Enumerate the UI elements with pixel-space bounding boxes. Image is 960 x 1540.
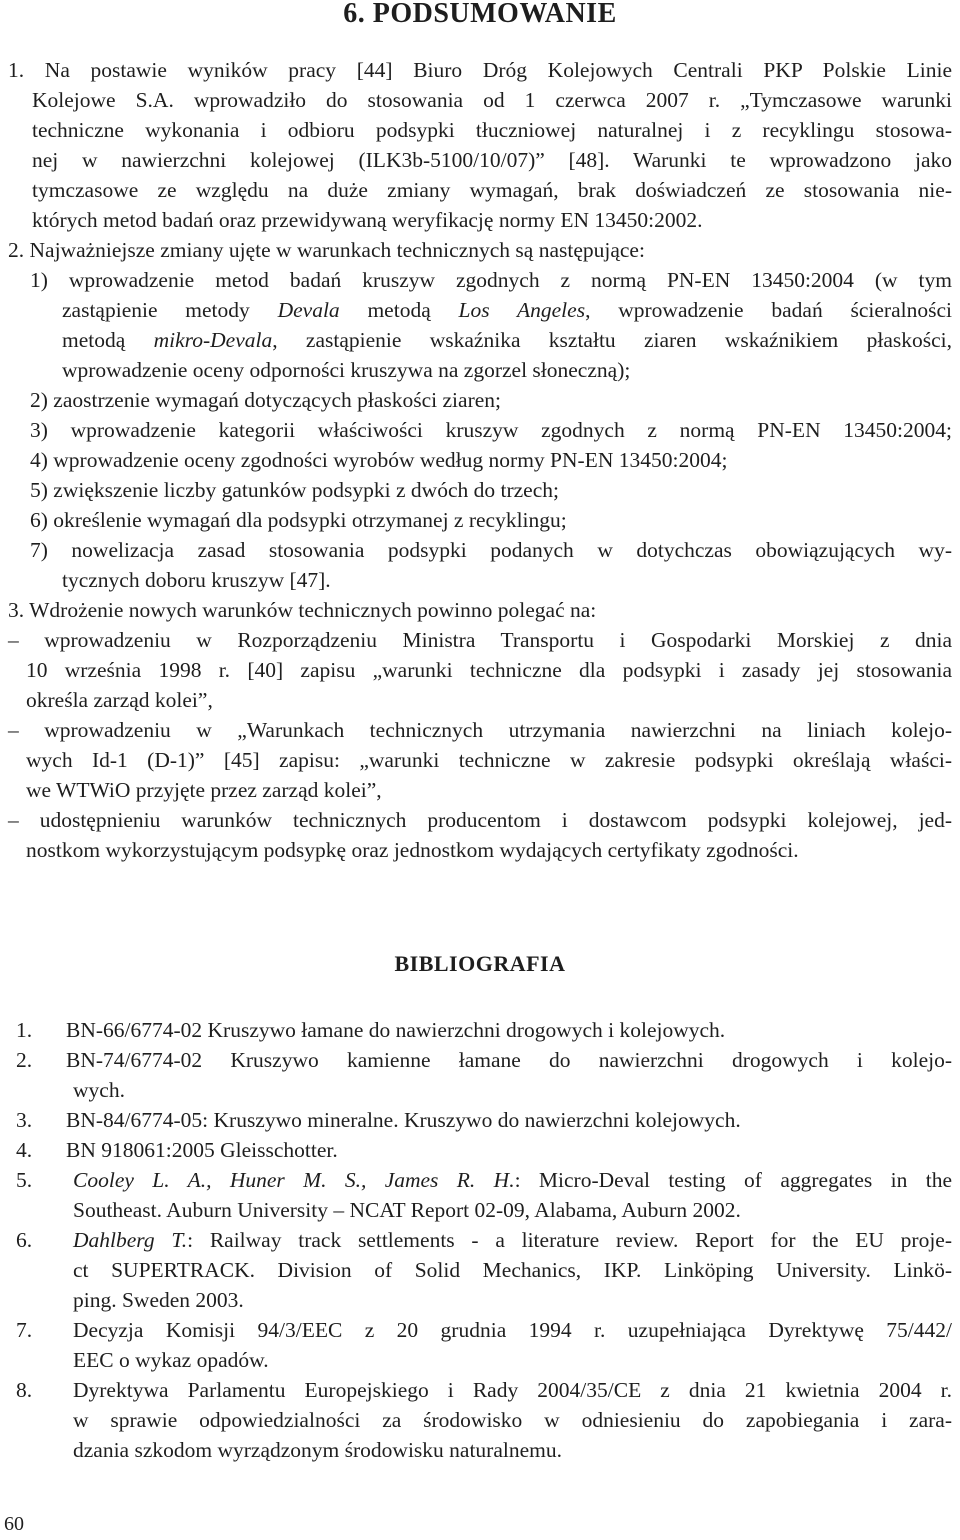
- bib-number: 8.: [16, 1378, 33, 1402]
- text-run: 10 września 1998 r. [40] zapisu „warunki techniczne dla podsypki i zasady jej stosowania: [26, 658, 952, 682]
- text-run: tycznych doboru kruszyw [47].: [62, 568, 331, 592]
- bib-entry-line: [73, 1375, 952, 1405]
- summary-line: [62, 325, 952, 355]
- italic-run: Devala: [277, 298, 340, 322]
- text-run: wych.: [73, 1078, 125, 1102]
- bib-number: 2.: [16, 1048, 33, 1072]
- text-run: ct SUPERTRACK. Division of Solid Mechanics, IKP. Linköping University. Linkö-: [73, 1258, 952, 1282]
- summary-line: [30, 505, 567, 535]
- bib-number: 4.: [16, 1138, 33, 1162]
- text-run: Decyzja Komisji 94/3/EEC z 20 grudnia 1994 r. uzupełniająca Dyrektywę 75/442/: [73, 1318, 952, 1342]
- text-run: 5) zwiększenie liczby gatunków podsypki z dwóch do trzech;: [30, 478, 559, 502]
- text-run: nej w nawierzchni kolejowej (ILK3b-5100/10/07)” [48]. Warunki te wprowadzono jako: [32, 148, 952, 172]
- text-run: – wprowadzeniu w „Warunkach technicznych utrzymania nawierzchni na liniach kolejo-: [8, 718, 952, 742]
- text-run: Kolejowe S.A. wprowadziło do stosowania od 1 czerwca 2007 r. „Tymczasowe warunki: [32, 88, 952, 112]
- summary-line: [30, 265, 952, 295]
- text-run: określa zarząd kolei”,: [26, 688, 213, 712]
- text-run: 2. Najważniejsze zmiany ujęte w warunkach technicznych są następujące:: [8, 238, 645, 262]
- summary-line: [26, 745, 952, 775]
- text-run: 2) zaostrzenie wymagań dotyczących płaskości ziaren;: [30, 388, 501, 412]
- text-run: 3) wprowadzenie kategorii właściwości kruszyw zgodnych z normą PN-EN 13450:2004;: [30, 418, 952, 442]
- summary-line: [26, 775, 382, 805]
- text-run: Dyrektywa Parlamentu Europejskiego i Rady 2004/35/CE z dnia 21 kwietnia 2004 r.: [73, 1378, 952, 1402]
- text-run: 4) wprowadzenie oceny zgodności wyrobów według normy PN-EN 13450:2004;: [30, 448, 728, 472]
- bib-entry-line: [73, 1405, 952, 1435]
- summary-line: [32, 115, 952, 145]
- summary-line: [8, 715, 952, 745]
- summary-line: [32, 175, 952, 205]
- text-run: 1) wprowadzenie metod badań kruszyw zgodnych z normą PN-EN 13450:2004 (w tym: [30, 268, 952, 292]
- italic-run: Dahlberg T.: [73, 1228, 188, 1252]
- bib-entry-line: [66, 1105, 741, 1135]
- text-run: dzania szkodom wyrządzonym środowisku naturalnemu.: [73, 1438, 562, 1462]
- bib-entry-line: [73, 1255, 952, 1285]
- bib-entry-line: [73, 1075, 125, 1105]
- summary-line: [30, 535, 952, 565]
- text-run: 3. Wdrożenie nowych warunków technicznych powinno polegać na:: [8, 598, 597, 622]
- summary-line: [8, 595, 596, 625]
- summary-line: [62, 355, 630, 385]
- summary-line: [32, 205, 702, 235]
- text-run: metodą: [339, 298, 459, 322]
- bib-entry-line: [73, 1285, 244, 1315]
- summary-line: [30, 475, 559, 505]
- bib-entry-line: [73, 1165, 952, 1195]
- italic-run: Cooley L. A., Huner M. S., James R. H.: [73, 1168, 515, 1192]
- text-run: wych Id-1 (D-1)” [45] zapisu: „warunki techniczne w zakresie podsypki określają właści-: [26, 748, 952, 772]
- text-run: – wprowadzeniu w Rozporządzeniu Ministra Transportu i Gospodarki Morskiej z dnia: [8, 628, 952, 652]
- bibliography-heading: BIBLIOGRAFIA: [394, 951, 566, 976]
- bib-number: 5.: [16, 1168, 33, 1192]
- bib-entry-line: [73, 1435, 562, 1465]
- summary-line: [8, 805, 952, 835]
- text-run: : Micro-Deval testing of aggregates in the: [514, 1168, 952, 1192]
- text-run: BN-66/6774-02 Kruszywo łamane do nawierzchni drogowych i kolejowych.: [66, 1018, 726, 1042]
- bib-number: 6.: [16, 1228, 33, 1252]
- text-run: metodą: [62, 328, 154, 352]
- bib-entry-line: [73, 1315, 952, 1345]
- text-run: techniczne wykonania i odbioru podsypki tłuczniowej naturalnej i z recyklingu stosowa-: [32, 118, 952, 142]
- text-run: : Railway track settlements - a literature review. Report for the EU proje-: [187, 1228, 953, 1252]
- text-run: – udostępnieniu warunków technicznych producentom i dostawcom podsypki kolejowej, jed-: [8, 808, 952, 832]
- summary-line: [62, 295, 952, 325]
- bib-number: 1.: [16, 1018, 33, 1042]
- text-run: zastąpienie metody: [62, 298, 278, 322]
- text-run: 7) nowelizacja zasad stosowania podsypki podanych w dotychczas obowiązujących wy-: [30, 538, 952, 562]
- text-run: we WTWiO przyjęte przez zarząd kolei”,: [26, 778, 382, 802]
- text-run: nostkom wykorzystującym podsypkę oraz jednostkom wydających certyfikaty zgodności.: [26, 838, 799, 862]
- page-number: 60: [4, 1513, 24, 1535]
- text-run: których metod badań oraz przewidywaną weryfikację normy EN 13450:2002.: [32, 208, 703, 232]
- bib-entry-line: [66, 1015, 725, 1045]
- bib-entry-line: [73, 1195, 741, 1225]
- text-run: 6) określenie wymagań dla podsypki otrzymanej z recyklingu;: [30, 508, 567, 532]
- bib-entry-line: [66, 1135, 338, 1165]
- summary-line: [62, 565, 331, 595]
- summary-line: [26, 685, 213, 715]
- summary-line: [26, 655, 952, 685]
- summary-line: [30, 385, 501, 415]
- bib-number: 3.: [16, 1108, 33, 1132]
- text-run: wprowadzenie oceny odporności kruszywa na zgorzel słoneczną);: [62, 358, 631, 382]
- summary-line: [30, 445, 727, 475]
- text-run: BN-84/6774-05: Kruszywo mineralne. Kruszywo do nawierzchni kolejowych.: [66, 1108, 741, 1132]
- text-run: 1. Na postawie wyników pracy [44] Biuro Dróg Kolejowych Centrali PKP Polskie Linie: [8, 58, 952, 82]
- bib-entry-line: [73, 1225, 952, 1255]
- text-run: Southeast. Auburn University – NCAT Report 02-09, Alabama, Auburn 2002.: [73, 1198, 741, 1222]
- text-run: w sprawie odpowiedzialności za środowisko w odniesieniu do zapobiegania i zara-: [73, 1408, 952, 1432]
- section-heading: 6. PODSUMOWANIE: [343, 0, 617, 29]
- text-run: BN 918061:2005 Gleisschotter.: [66, 1138, 338, 1162]
- summary-line: [8, 55, 952, 85]
- summary-line: [8, 625, 952, 655]
- summary-line: [30, 415, 952, 445]
- bib-entry-line: [66, 1045, 952, 1075]
- summary-line: [8, 235, 645, 265]
- text-run: tymczasowe ze względu na duże zmiany wymagań, brak doświadczeń ze stosowania nie-: [32, 178, 952, 202]
- text-run: , zastąpienie wskaźnika kształtu ziaren wskaźnikiem płaskości,: [272, 328, 952, 352]
- italic-run: Los Angeles: [458, 298, 586, 322]
- italic-run: mikro-Devala: [153, 328, 273, 352]
- summary-line: [32, 145, 952, 175]
- bib-entry-line: [73, 1345, 269, 1375]
- text-run: ping. Sweden 2003.: [73, 1288, 244, 1312]
- bib-number: 7.: [16, 1318, 33, 1342]
- summary-line: [26, 835, 799, 865]
- text-run: EEC o wykaz opadów.: [73, 1348, 269, 1372]
- text-run: BN-74/6774-02 Kruszywo kamienne łamane do nawierzchni drogowych i kolejo-: [66, 1048, 952, 1072]
- text-run: , wprowadzenie badań ścieralności: [585, 298, 952, 322]
- summary-line: [32, 85, 952, 115]
